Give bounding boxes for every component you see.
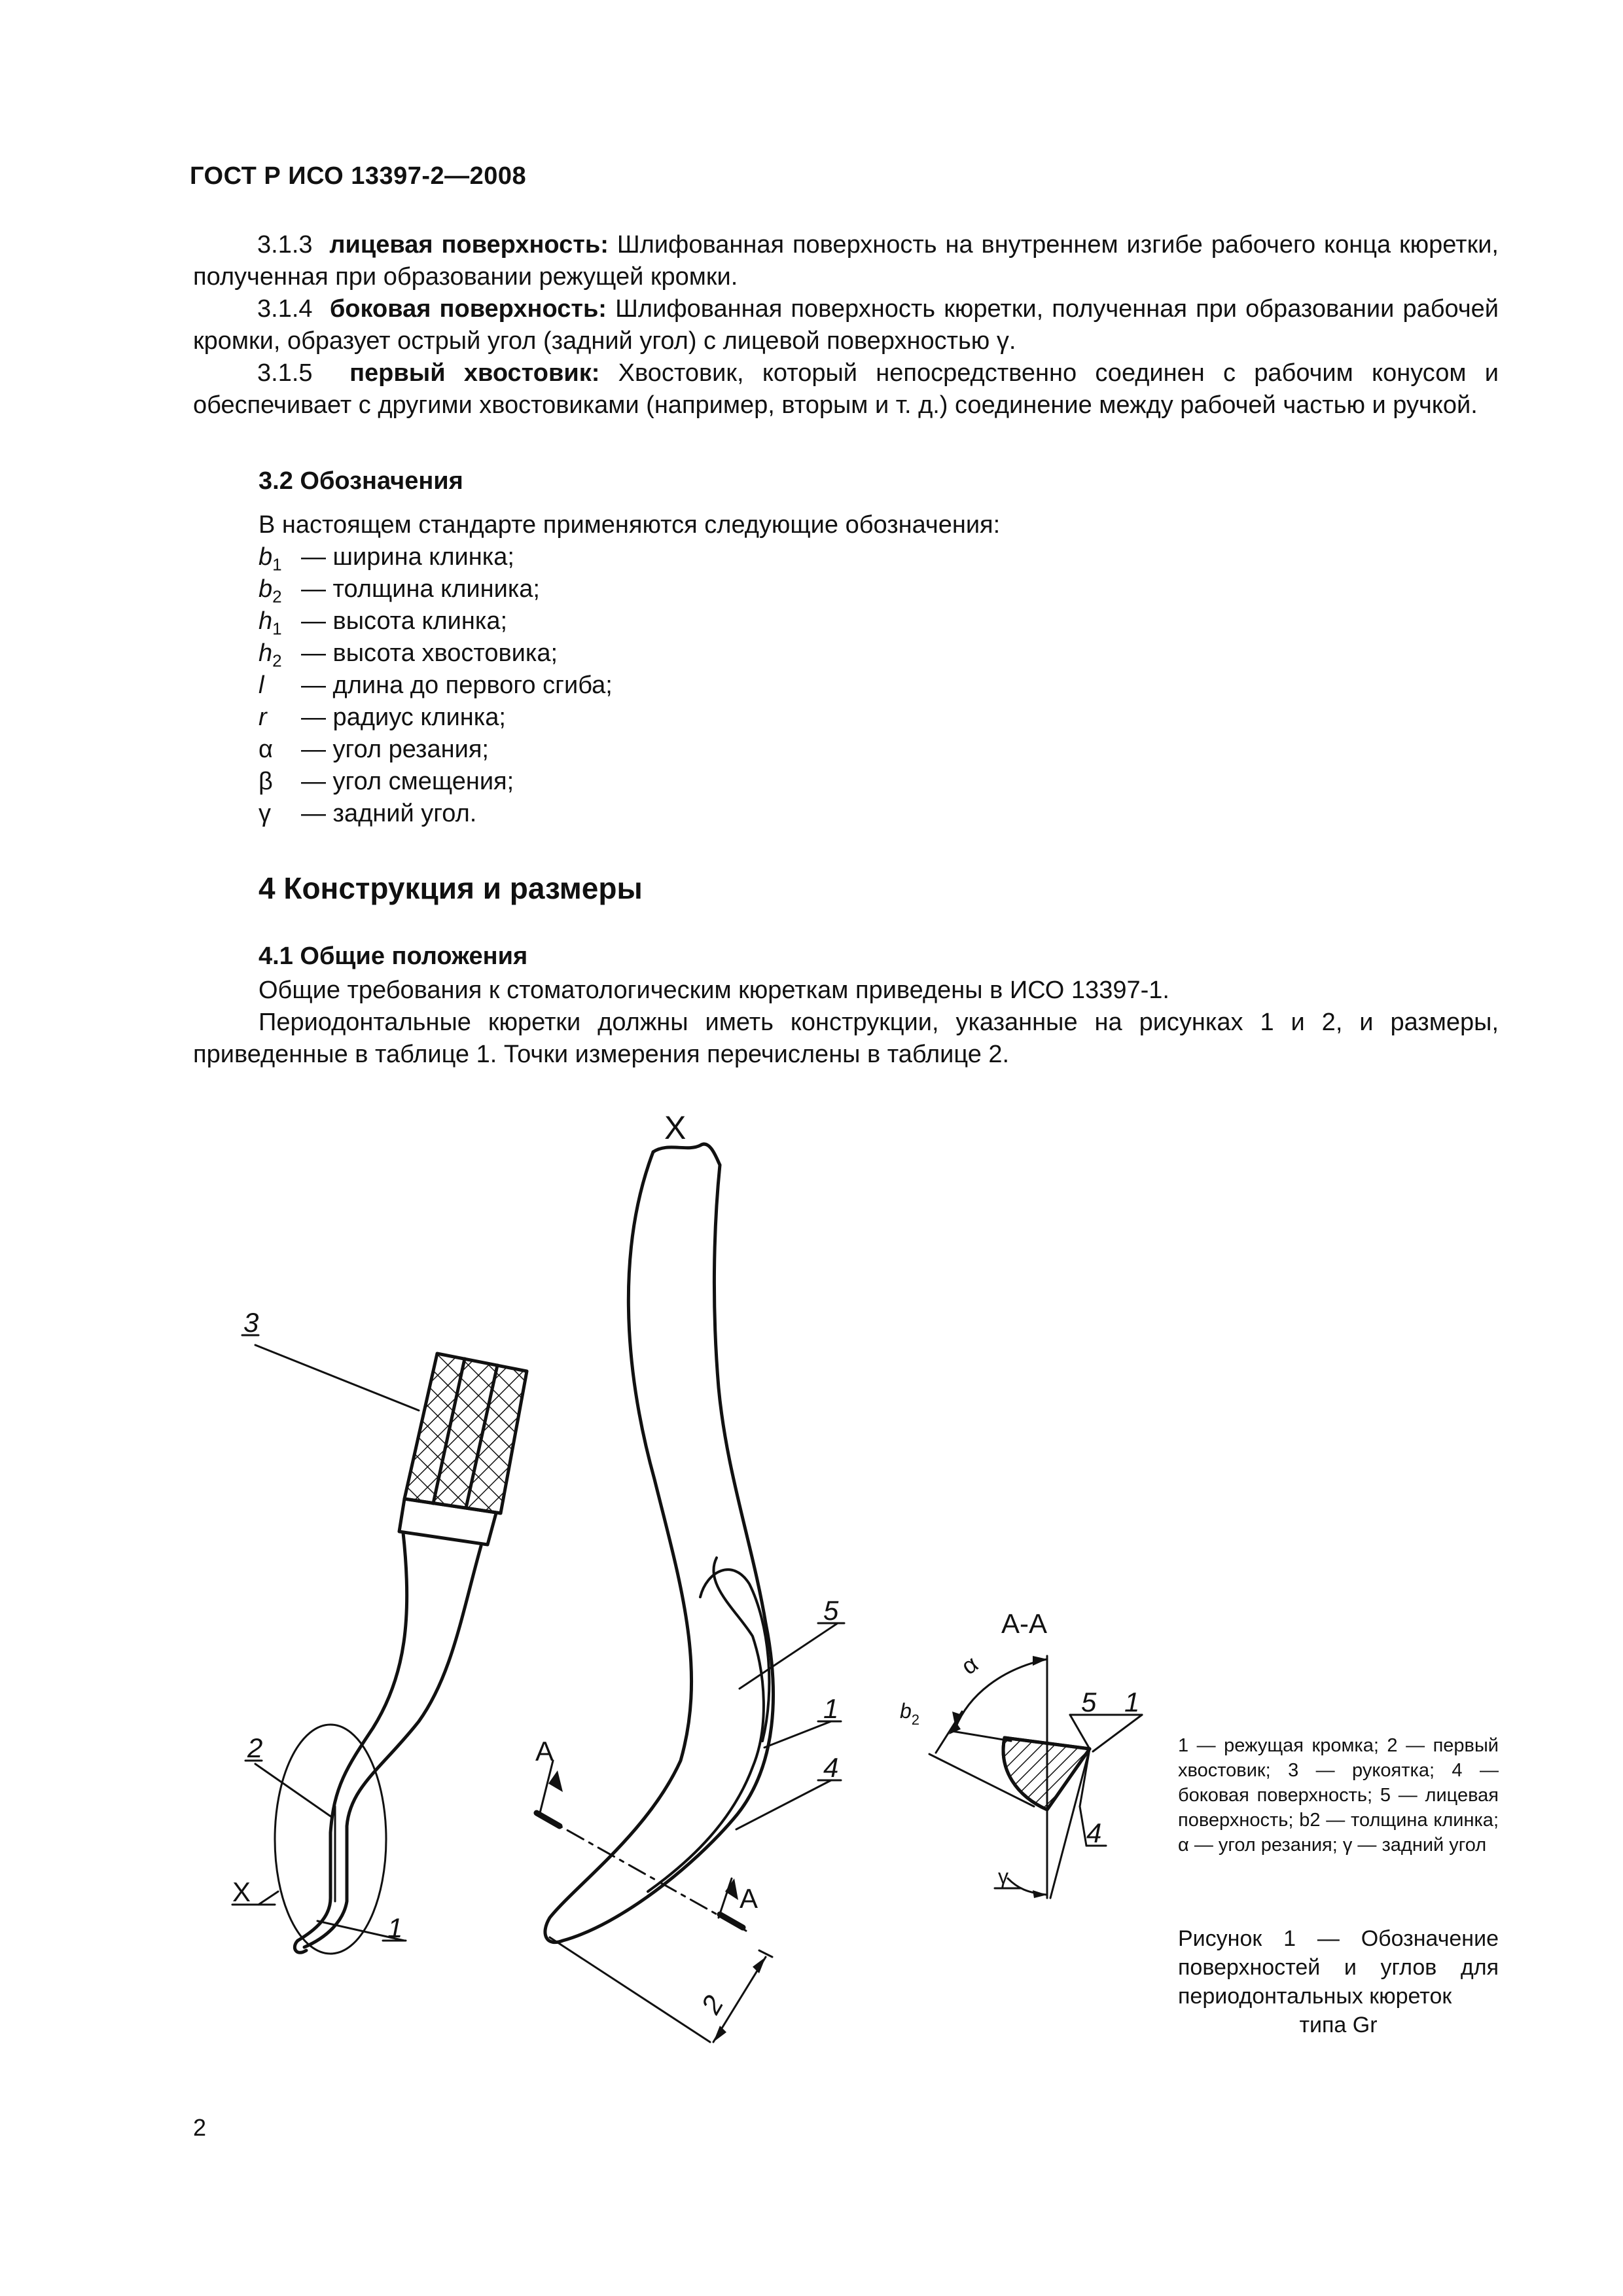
page-number: 2 (193, 2114, 207, 2141)
label-1-section: 1 (1124, 1687, 1140, 1717)
section-4-1-title: 4.1 Общие положения (259, 942, 528, 970)
definition-number: 3.1.4 (257, 295, 313, 323)
label-3: 3 (243, 1307, 259, 1338)
definition-number: 3.1.3 (257, 231, 313, 259)
label-section-aa: A-A (1001, 1608, 1048, 1639)
handle-knurled (404, 1354, 527, 1513)
label-x-top: X (664, 1109, 687, 1146)
label-1-left: 1 (387, 1912, 403, 1943)
symbol-row: $h_1$ — высота клинка; (259, 607, 508, 639)
section-4-1-p1: Общие требования к стоматологическим кюреткам приведены в ИСО 13397-1. (259, 977, 1169, 1004)
label-b2: $b_2$ (900, 1699, 920, 1728)
label-5-section: 5 (1081, 1687, 1097, 1717)
document-header: ГОСТ Р ИСО 13397-2—2008 (190, 162, 527, 190)
symbol-row: $b_2$ — толщина клиника; (259, 575, 540, 607)
definition-text: Шлифованная поверхность на внутреннем изгибе рабочего конца кюретки, полученная при образовании режущей кромки. (193, 231, 1499, 291)
section-3-2-title: 3.2 Обозначения (259, 467, 463, 495)
section-3-2-intro: В настоящем стандарте применяются следующие обозначения: (259, 511, 1001, 539)
definition-text: Хвостовик, который непосредственно соединен с рабочим конусом и обеспечивает с другими хвостовиками (например, вторым и т. д.) соединение между рабочей частью и ручкой. (193, 359, 1499, 419)
definition-term: первый хвостовик: (349, 359, 600, 387)
label-dimension-2: 2 (695, 1990, 730, 2019)
symbol-row: β — угол смещения; (259, 768, 514, 795)
definition-number: 3.1.5 (257, 359, 313, 387)
label-1-mid: 1 (823, 1693, 839, 1724)
symbol-row: l — длина до первого сгиба; (259, 672, 613, 699)
label-a-lower: A (740, 1883, 758, 1914)
figure-legend: 1 — режущая кромка; 2 — первый хвостовик; 3 — рукоятка; 4 — боковая поверхность; 5 — лицевая поверхность; b2 — толщина клинка; α — угол резания; γ — задний угол (1178, 1735, 1499, 1856)
curette-blade (545, 1152, 774, 1943)
definition-text: Шлифованная поверхность кюретки, полученная при образовании рабочей кромки, образует острый угол (задний угол) с лицевой поверхностью γ. (193, 295, 1499, 355)
section-4-title: 4 Конструкция и размеры (259, 871, 643, 905)
label-5: 5 (823, 1595, 839, 1626)
blade-face-contour (648, 1558, 764, 1892)
symbol-row: r — радиус клинка; (259, 704, 506, 731)
symbol-row: $b_1$ — ширина клинка; (259, 543, 514, 575)
label-gamma: γ (998, 1865, 1008, 1888)
label-a-upper: A (535, 1736, 554, 1767)
figure-caption: Рисунок 1 — Обозначение поверхностей и углов для периодонтальных кюреток типа Gr (1178, 1926, 1499, 2037)
symbol-row: γ — задний угол. (259, 800, 477, 827)
label-x-left: X (232, 1876, 251, 1907)
symbol-row: α — угол резания; (259, 736, 489, 763)
label-2: 2 (247, 1732, 263, 1763)
definition-term: лицевая поверхность: (329, 231, 609, 259)
symbol-row: $h_2$ — высота хвостовика; (259, 639, 558, 671)
label-4: 4 (823, 1752, 839, 1783)
first-shank (298, 1533, 407, 1941)
definition-term: боковая поверхность: (329, 295, 607, 323)
label-alpha: α (956, 1650, 983, 1680)
section-4-1-p2: Периодонтальные кюретки должны иметь конструкции, указанные на рисунках 1 и 2, и размеры, приведенные в таблице 1. Точки измерения перечислены в таблице 2. (193, 1009, 1499, 1068)
label-4-section: 4 (1086, 1818, 1102, 1848)
